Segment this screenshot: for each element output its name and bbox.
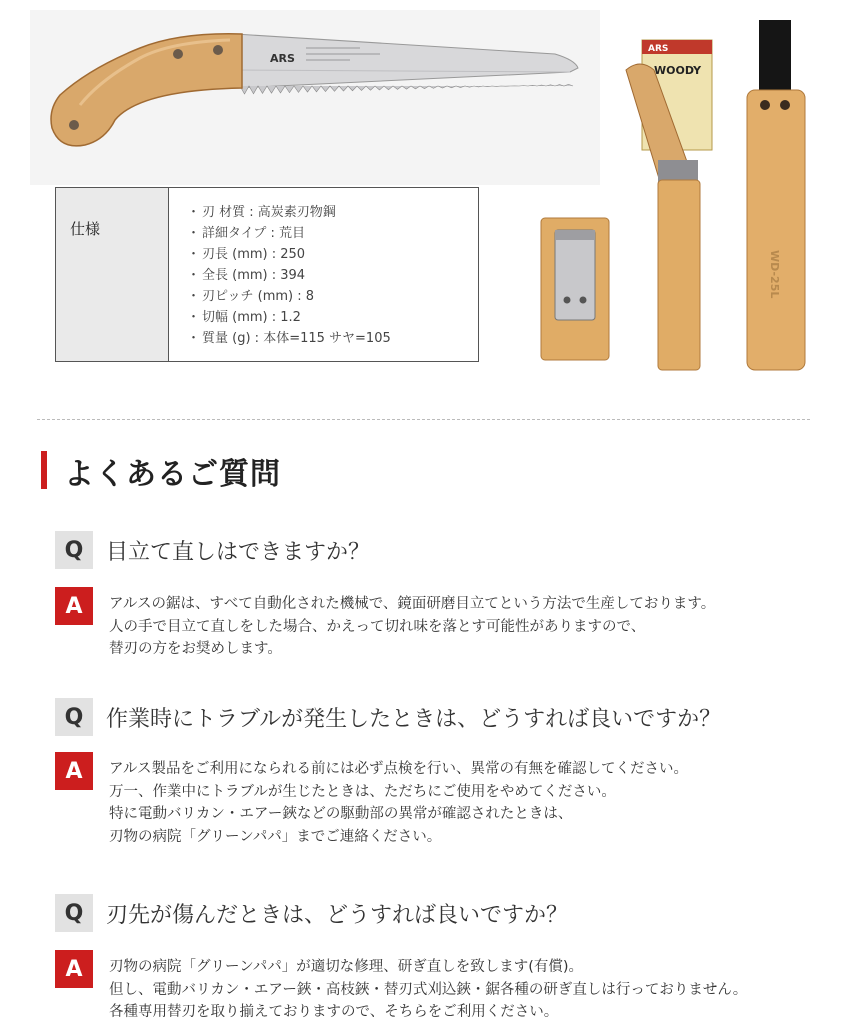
faq-title: よくあるご質問 bbox=[64, 457, 281, 492]
saw-product-image bbox=[30, 10, 600, 185]
answer-2-line: 特に電動バリカン・エアー鋏などの駆動部の異常が確認されたときは、 bbox=[109, 806, 573, 822]
sheath-image bbox=[735, 15, 820, 375]
answer-1-line: 人の手で目立て直しをした場合、かえって切れ味を落とす可能性がありますので、 bbox=[109, 618, 646, 635]
question-badge: Q bbox=[55, 531, 93, 569]
spec-item-kerf: ・ 切幅 (mm) : 1.2 bbox=[187, 307, 391, 328]
sheath-clip-image bbox=[535, 210, 615, 365]
sheath-model-text: WD-25L bbox=[768, 250, 781, 299]
question-badge: Q bbox=[55, 894, 93, 932]
answer-badge: A bbox=[55, 950, 93, 988]
spec-heading: 仕様 bbox=[56, 188, 169, 361]
answer-2-line: アルス製品をご利用になられる前には必ず点検を行い、異常の有無を確認してください。 bbox=[109, 761, 688, 777]
answer-3-line: 各種専用替刃を取り揃えておりますので、そちらをご利用ください。 bbox=[109, 1004, 559, 1020]
spec-table bbox=[55, 187, 479, 362]
spec-item-weight: ・ 質量 (g) : 本体=115 サヤ=105 bbox=[187, 328, 391, 349]
packaged-saw-image bbox=[612, 30, 722, 375]
faq-heading-accent bbox=[41, 451, 47, 489]
spec-item-material: ・ 刃 材質 : 高炭素刃物鋼 bbox=[187, 202, 391, 223]
pack-label-text: WOODY bbox=[654, 64, 702, 77]
answer-2 bbox=[109, 758, 688, 848]
spec-item-total-length: ・ 全長 (mm) : 394 bbox=[187, 265, 391, 286]
question-1: 目立て直しはできますか？ bbox=[106, 540, 371, 565]
answer-2-line: 万一、作業中にトラブルが生じたときは、ただちにご使用をやめてください。 bbox=[109, 783, 616, 800]
saw-brand-text: ARS bbox=[270, 52, 295, 65]
answer-3 bbox=[109, 956, 747, 1024]
answer-1-line: アルスの鋸は、すべて自動化された機械で、鏡面研磨目立てという方法で生産しております。 bbox=[109, 596, 716, 612]
answer-3-line: 但し、電動バリカン・エアー鋏・高枝鋏・替刃式刈込鋏・鋸各種の研ぎ直しは行っておりません。 bbox=[109, 981, 748, 998]
pack-brand-text: ARS bbox=[648, 44, 669, 54]
answer-1 bbox=[109, 593, 715, 661]
spec-item-blade-length: ・ 刃長 (mm) : 250 bbox=[187, 244, 391, 265]
question-2: 作業時にトラブルが発生したときは、どうすれば良いですか？ bbox=[106, 707, 722, 732]
answer-2-line: 刃物の病院「グリーンパパ」までご連絡ください。 bbox=[109, 828, 442, 845]
answer-badge: A bbox=[55, 752, 93, 790]
answer-badge: A bbox=[55, 587, 93, 625]
answer-1-line: 替刃の方をお奨めします。 bbox=[109, 641, 282, 657]
spec-item-type: ・ 詳細タイプ : 荒目 bbox=[187, 223, 391, 244]
spec-list bbox=[169, 188, 391, 361]
question-3: 刃先が傷んだときは、どうすれば良いですか？ bbox=[106, 903, 569, 928]
answer-3-line: 刃物の病院「グリーンパパ」が適切な修理、研ぎ直しを致します(有償)。 bbox=[109, 959, 584, 975]
spec-item-pitch: ・ 刃ピッチ (mm) : 8 bbox=[187, 286, 391, 307]
section-divider bbox=[37, 419, 810, 420]
question-badge: Q bbox=[55, 698, 93, 736]
